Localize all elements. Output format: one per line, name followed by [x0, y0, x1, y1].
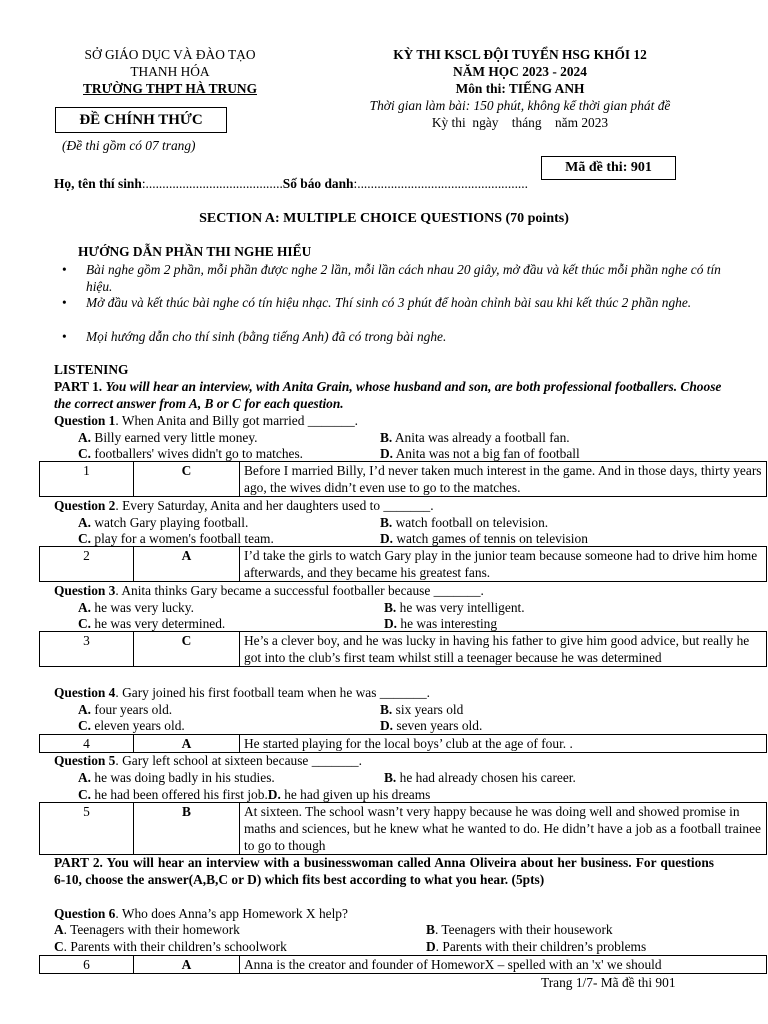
option-b: B. he had already chosen his career.	[384, 770, 576, 785]
bullet-icon: •	[62, 295, 67, 310]
option-d: D. Parents with their children’s problems	[426, 939, 647, 954]
table-row	[40, 956, 767, 974]
candidate-id-label: Số báo danh	[282, 176, 354, 191]
answer-table	[39, 734, 767, 753]
answer-explanation: He’s a clever boy, and he was lucky in having his father to give him good advice, but really he got into the club’s first team whilst still a teenager because he was determined	[240, 632, 767, 667]
header-left	[40, 46, 300, 97]
instruction-item: • Mọi hướng dẫn cho thí sinh (bằng tiếng Anh) đã có trong bài nghe.	[62, 329, 447, 344]
option-c: C. footballers' wives didn't go to matches.	[78, 446, 304, 461]
time-note: Thời gian làm bài: 150 phút, không kể thời gian phát đề	[369, 98, 671, 113]
school-year: NĂM HỌC 2023 - 2024	[453, 64, 587, 79]
header-right	[305, 46, 735, 131]
answer-explanation: At sixteen. The school wasn’t very happy because he was doing well and showed promise in maths and sciences, but he knew what he wanted to do. He didn’t have a job as a football trainee to go to though	[240, 803, 767, 855]
bullet-icon: •	[62, 262, 67, 277]
option-b: B. watch football on television.	[380, 515, 549, 530]
table-row	[40, 547, 767, 582]
official-exam-box: ĐỀ CHÍNH THỨC	[55, 107, 227, 133]
option-b: B. Anita was already a football fan.	[380, 430, 570, 445]
answer-key: A	[134, 547, 240, 582]
department-line-1: SỞ GIÁO DỤC VÀ ĐÀO TẠO	[84, 47, 256, 62]
option-c: C. eleven years old.	[78, 718, 185, 733]
option-d: D. seven years old.	[380, 718, 483, 733]
answer-key: C	[134, 462, 240, 497]
pages-note: (Đề thi gồm có 07 trang)	[62, 138, 196, 153]
candidate-name-label: Họ, tên thí sinh	[54, 176, 142, 191]
option-b: B. Teenagers with their housework	[426, 922, 613, 937]
answer-number: 5	[40, 803, 134, 855]
exam-title: KỲ THI KSCL ĐỘI TUYỂN HSG KHỐI 12	[393, 47, 647, 62]
option-a: A. four years old.	[78, 702, 173, 717]
answer-table	[39, 955, 767, 974]
option-d: D. Anita was not a big fan of football	[380, 446, 580, 461]
option-c-d: C. he had been offered his first job.D. he had given up his dreams	[78, 787, 431, 802]
answer-table	[39, 631, 767, 667]
school-name: TRƯỜNG THPT HÀ TRUNG	[83, 81, 257, 96]
instruction-item: • Bài nghe gồm 2 phần, mỗi phần được nghe 2 lần, mỗi lần cách nhau 20 giây, mở đầu và kết thúc mỗi phần nghe có tín hiệu.	[62, 262, 721, 294]
option-d: D. watch games of tennis on television	[380, 531, 588, 546]
section-title: SECTION A: MULTIPLE CHOICE QUESTIONS (70 points)	[199, 211, 569, 226]
answer-explanation: He started playing for the local boys’ club at the age of four. .	[240, 735, 767, 753]
candidate-id-field: :...................................................	[353, 176, 528, 191]
question-stem: Question 4. Gary joined his first football team when he was _______.	[54, 685, 431, 700]
option-b: B. he was very intelligent.	[384, 600, 525, 615]
answer-key: A	[134, 956, 240, 974]
instructions-heading: HƯỚNG DẪN PHẦN THI NGHE HIỂU	[78, 244, 312, 259]
option-d: D. he was interesting	[384, 616, 498, 631]
candidate-line	[54, 175, 528, 192]
page-footer: Trang 1/7- Mã đề thi 901	[541, 975, 676, 990]
answer-key: B	[134, 803, 240, 855]
question-stem: Question 3. Anita thinks Gary became a successful footballer because _______.	[54, 583, 484, 598]
option-a: A. Billy earned very little money.	[78, 430, 258, 445]
option-a: A. he was doing badly in his studies.	[78, 770, 275, 785]
option-a: A. he was very lucky.	[78, 600, 194, 615]
option-a: A. Teenagers with their homework	[54, 922, 240, 937]
answer-table	[39, 802, 767, 855]
answer-table	[39, 461, 767, 497]
answer-number: 1	[40, 462, 134, 497]
option-c: C. play for a women's football team.	[78, 531, 274, 546]
table-row	[40, 735, 767, 753]
answer-number: 4	[40, 735, 134, 753]
question-stem: Question 1. When Anita and Billy got married _______.	[54, 413, 358, 428]
table-row	[40, 632, 767, 667]
candidate-name-field: :.........................................	[141, 176, 283, 191]
table-row	[40, 803, 767, 855]
answer-explanation: Anna is the creator and founder of HomeworX – spelled with an 'x' we should	[240, 956, 767, 974]
answer-number: 6	[40, 956, 134, 974]
option-b: B. six years old	[380, 702, 464, 717]
answer-key: C	[134, 632, 240, 667]
question-stem: Question 2. Every Saturday, Anita and her daughters used to _______.	[54, 498, 434, 513]
answer-number: 2	[40, 547, 134, 582]
part1-instruction: PART 1. You will hear an interview, with Anita Grain, whose husband and son, are both professional footballers. Choose the correct answer from A, B or C for each question.	[54, 379, 722, 411]
bullet-icon: •	[62, 329, 67, 344]
question-stem: Question 6. Who does Anna’s app Homework X help?	[54, 906, 348, 921]
subject: Môn thi: TIẾNG ANH	[455, 81, 585, 96]
option-a: A. watch Gary playing football.	[78, 515, 249, 530]
listening-label: LISTENING	[54, 362, 129, 377]
department-line-2: THANH HÓA	[130, 64, 210, 79]
answer-explanation: I’d take the girls to watch Gary play in the junior team because someone had to drive him home afterwards, and they became his greatest fans.	[240, 547, 767, 582]
part2-instruction: PART 2. You will hear an interview with a businesswoman called Anna Oliveira about her business. For questions 6-10, choose the answer(A,B,C or D) which fits best according to what you hear. (5pts)	[54, 855, 714, 887]
question-stem: Question 5. Gary left school at sixteen because _______.	[54, 753, 362, 768]
option-c: C. he was very determined.	[78, 616, 226, 631]
answer-table	[39, 546, 767, 582]
table-row	[40, 462, 767, 497]
answer-explanation: Before I married Billy, I’d never taken much interest in the game. And in those days, thirty years ago, the wives didn’t even use to go to the matches.	[240, 462, 767, 497]
instruction-item: • Mở đầu và kết thúc bài nghe có tín hiệu nhạc. Thí sinh có 3 phút để hoàn chỉnh bài sau khi kết thúc 2 phần nghe.	[62, 295, 692, 310]
answer-key: A	[134, 735, 240, 753]
answer-number: 3	[40, 632, 134, 667]
exam-code-box: Mã đề thi: 901	[541, 156, 676, 180]
option-c: C. Parents with their children’s schoolwork	[54, 939, 287, 954]
exam-date: Kỳ thi ngày tháng năm 2023	[431, 115, 609, 130]
